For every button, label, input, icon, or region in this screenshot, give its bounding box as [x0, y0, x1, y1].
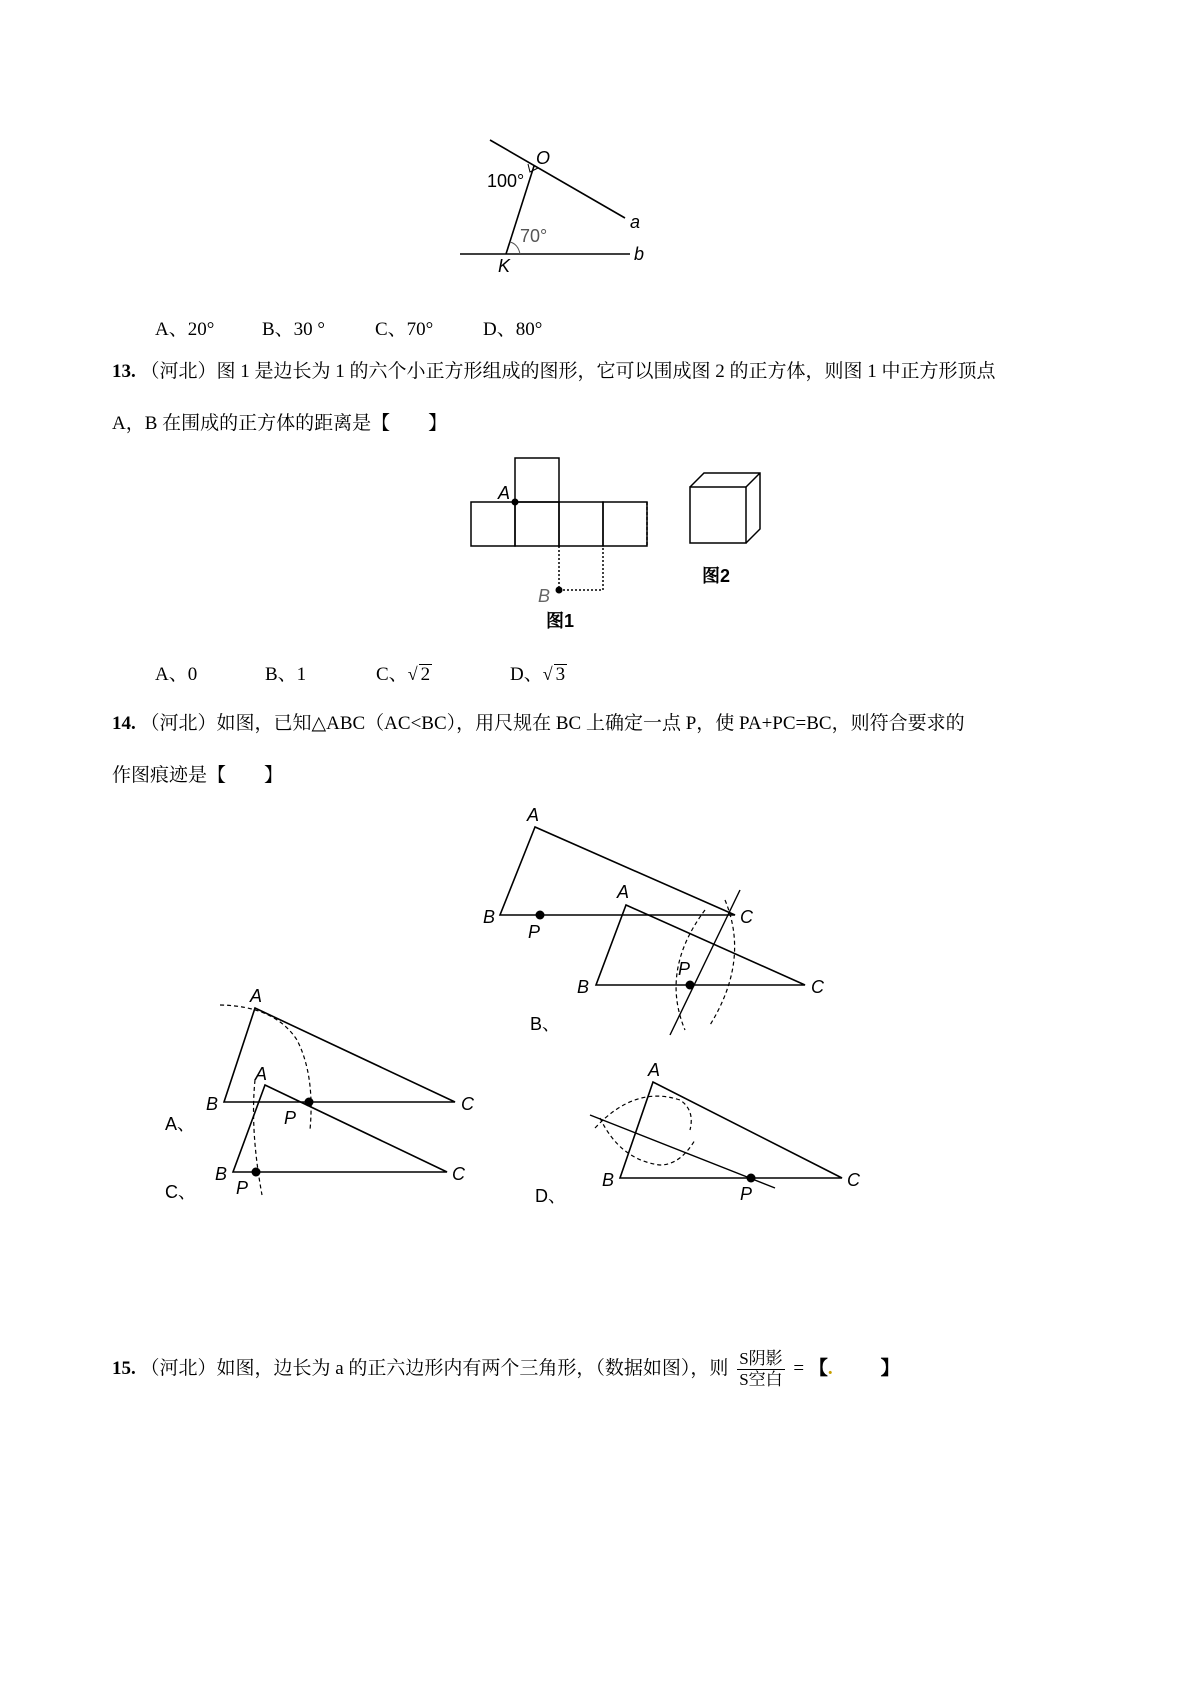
a-label-a: A — [250, 986, 263, 1006]
q13-number: 13. — [112, 361, 136, 382]
c-label-a: A — [255, 1064, 268, 1084]
q15-fraction — [737, 1349, 784, 1390]
q13-choice-a[interactable]: A、0 — [155, 664, 198, 685]
q15-dot: . — [827, 1358, 833, 1379]
option-c-figure — [165, 1064, 466, 1202]
label-k: K — [498, 256, 511, 276]
q13-choice-d-radicand: 3 — [555, 664, 566, 685]
label-70-deg: 70° — [520, 226, 548, 246]
q13-stem-2: A，B 在围成的正方体的距离是【 】 — [112, 413, 448, 434]
q13-choice-b[interactable]: B、1 — [265, 664, 307, 685]
label-b: b — [634, 244, 645, 264]
c-label-p: P — [236, 1178, 249, 1198]
option-d-label: D、 — [535, 1186, 566, 1206]
caption-figure-2: 图2 — [702, 566, 731, 586]
q14-number: 14. — [112, 713, 136, 734]
b-label-a: A — [617, 882, 630, 902]
c-label-b: B — [215, 1164, 228, 1184]
q12-choice-a[interactable]: A、20° — [155, 319, 215, 340]
label-a: a — [630, 212, 641, 232]
label-o: O — [536, 148, 551, 168]
d-label-a: A — [648, 1060, 661, 1080]
option-b-figure — [530, 882, 825, 1035]
q12-choice-c[interactable]: C、70° — [375, 319, 434, 340]
q13-choice-d-prefix: D、 — [510, 664, 543, 685]
option-c-label: C、 — [165, 1182, 196, 1202]
q13-text-line1 — [112, 358, 996, 386]
a-label-p: P — [284, 1108, 297, 1128]
cube-figure — [690, 473, 760, 543]
main-label-b: B — [483, 907, 496, 927]
c-label-c: C — [452, 1164, 465, 1184]
q14-stem-1: （河北）如图，已知△ABC（AC<BC），用尺规在 BC 上确定一点 P，使 PA+PC=BC，则符合要求的 — [140, 713, 965, 734]
main-label-c: C — [740, 907, 753, 927]
q14-stem-2: 作图痕迹是【 】 — [112, 765, 284, 786]
b-label-b: B — [577, 977, 590, 997]
q13-choice-c[interactable]: C、√ 2 — [376, 664, 431, 685]
b-label-p: P — [678, 959, 691, 979]
q14-text-line2 — [112, 762, 283, 790]
q13-text-line2 — [112, 410, 447, 438]
q13-choice-c-prefix: C、 — [376, 664, 408, 685]
caption-figure-1: 图1 — [546, 611, 575, 631]
point-b-dot — [556, 587, 563, 594]
label-100-deg: 100° — [487, 171, 525, 191]
q15-equals: = — [793, 1358, 805, 1379]
label-point-a: A — [498, 483, 511, 503]
q15-text-line — [112, 1345, 900, 1393]
q13-choice-c-radicand: 2 — [420, 664, 431, 685]
q14-figures — [150, 800, 1000, 1330]
d-label-b: B — [602, 1170, 615, 1190]
q14-text-line1 — [112, 710, 965, 738]
option-b-label: B、 — [530, 1014, 561, 1034]
q12-choices — [155, 314, 755, 342]
a-label-c: C — [461, 1094, 474, 1114]
main-label-p: P — [528, 922, 541, 942]
q13-net-figure — [450, 455, 770, 640]
q12-choice-d[interactable]: D、80° — [483, 319, 543, 340]
q15-bracket-close: 】 — [880, 1358, 900, 1379]
q15-frac-numerator: S阴影 — [739, 1349, 783, 1369]
q15-stem: （河北）如图，边长为 a 的正六边形内有两个三角形，（数据如图），则 — [140, 1358, 729, 1379]
d-label-p: P — [740, 1184, 753, 1204]
option-d-figure — [535, 1060, 861, 1206]
option-a-label: A、 — [165, 1114, 196, 1134]
q15-frac-denominator: S空白 — [739, 1370, 783, 1390]
q15-bracket-open: 【 — [808, 1358, 828, 1379]
q12-angle-figure — [440, 130, 680, 280]
a-label-b: B — [206, 1094, 219, 1114]
q15-number: 15. — [112, 1358, 136, 1379]
q13-choice-d[interactable]: D、√ 3 — [510, 664, 566, 685]
angle-mark-k — [510, 242, 520, 254]
point-a-dot — [512, 499, 519, 506]
q13-choices — [155, 659, 855, 689]
q13-stem-1: （河北）图 1 是边长为 1 的六个小正方形组成的图形，它可以围成图 2 的正方体，则图 1 中正方形顶点 — [140, 361, 996, 382]
b-label-c: C — [811, 977, 824, 997]
main-point-p — [536, 911, 545, 920]
q12-choice-b[interactable]: B、30 ° — [262, 319, 326, 340]
label-point-b: B — [538, 586, 551, 606]
d-label-c: C — [847, 1170, 860, 1190]
main-label-a: A — [527, 805, 540, 825]
